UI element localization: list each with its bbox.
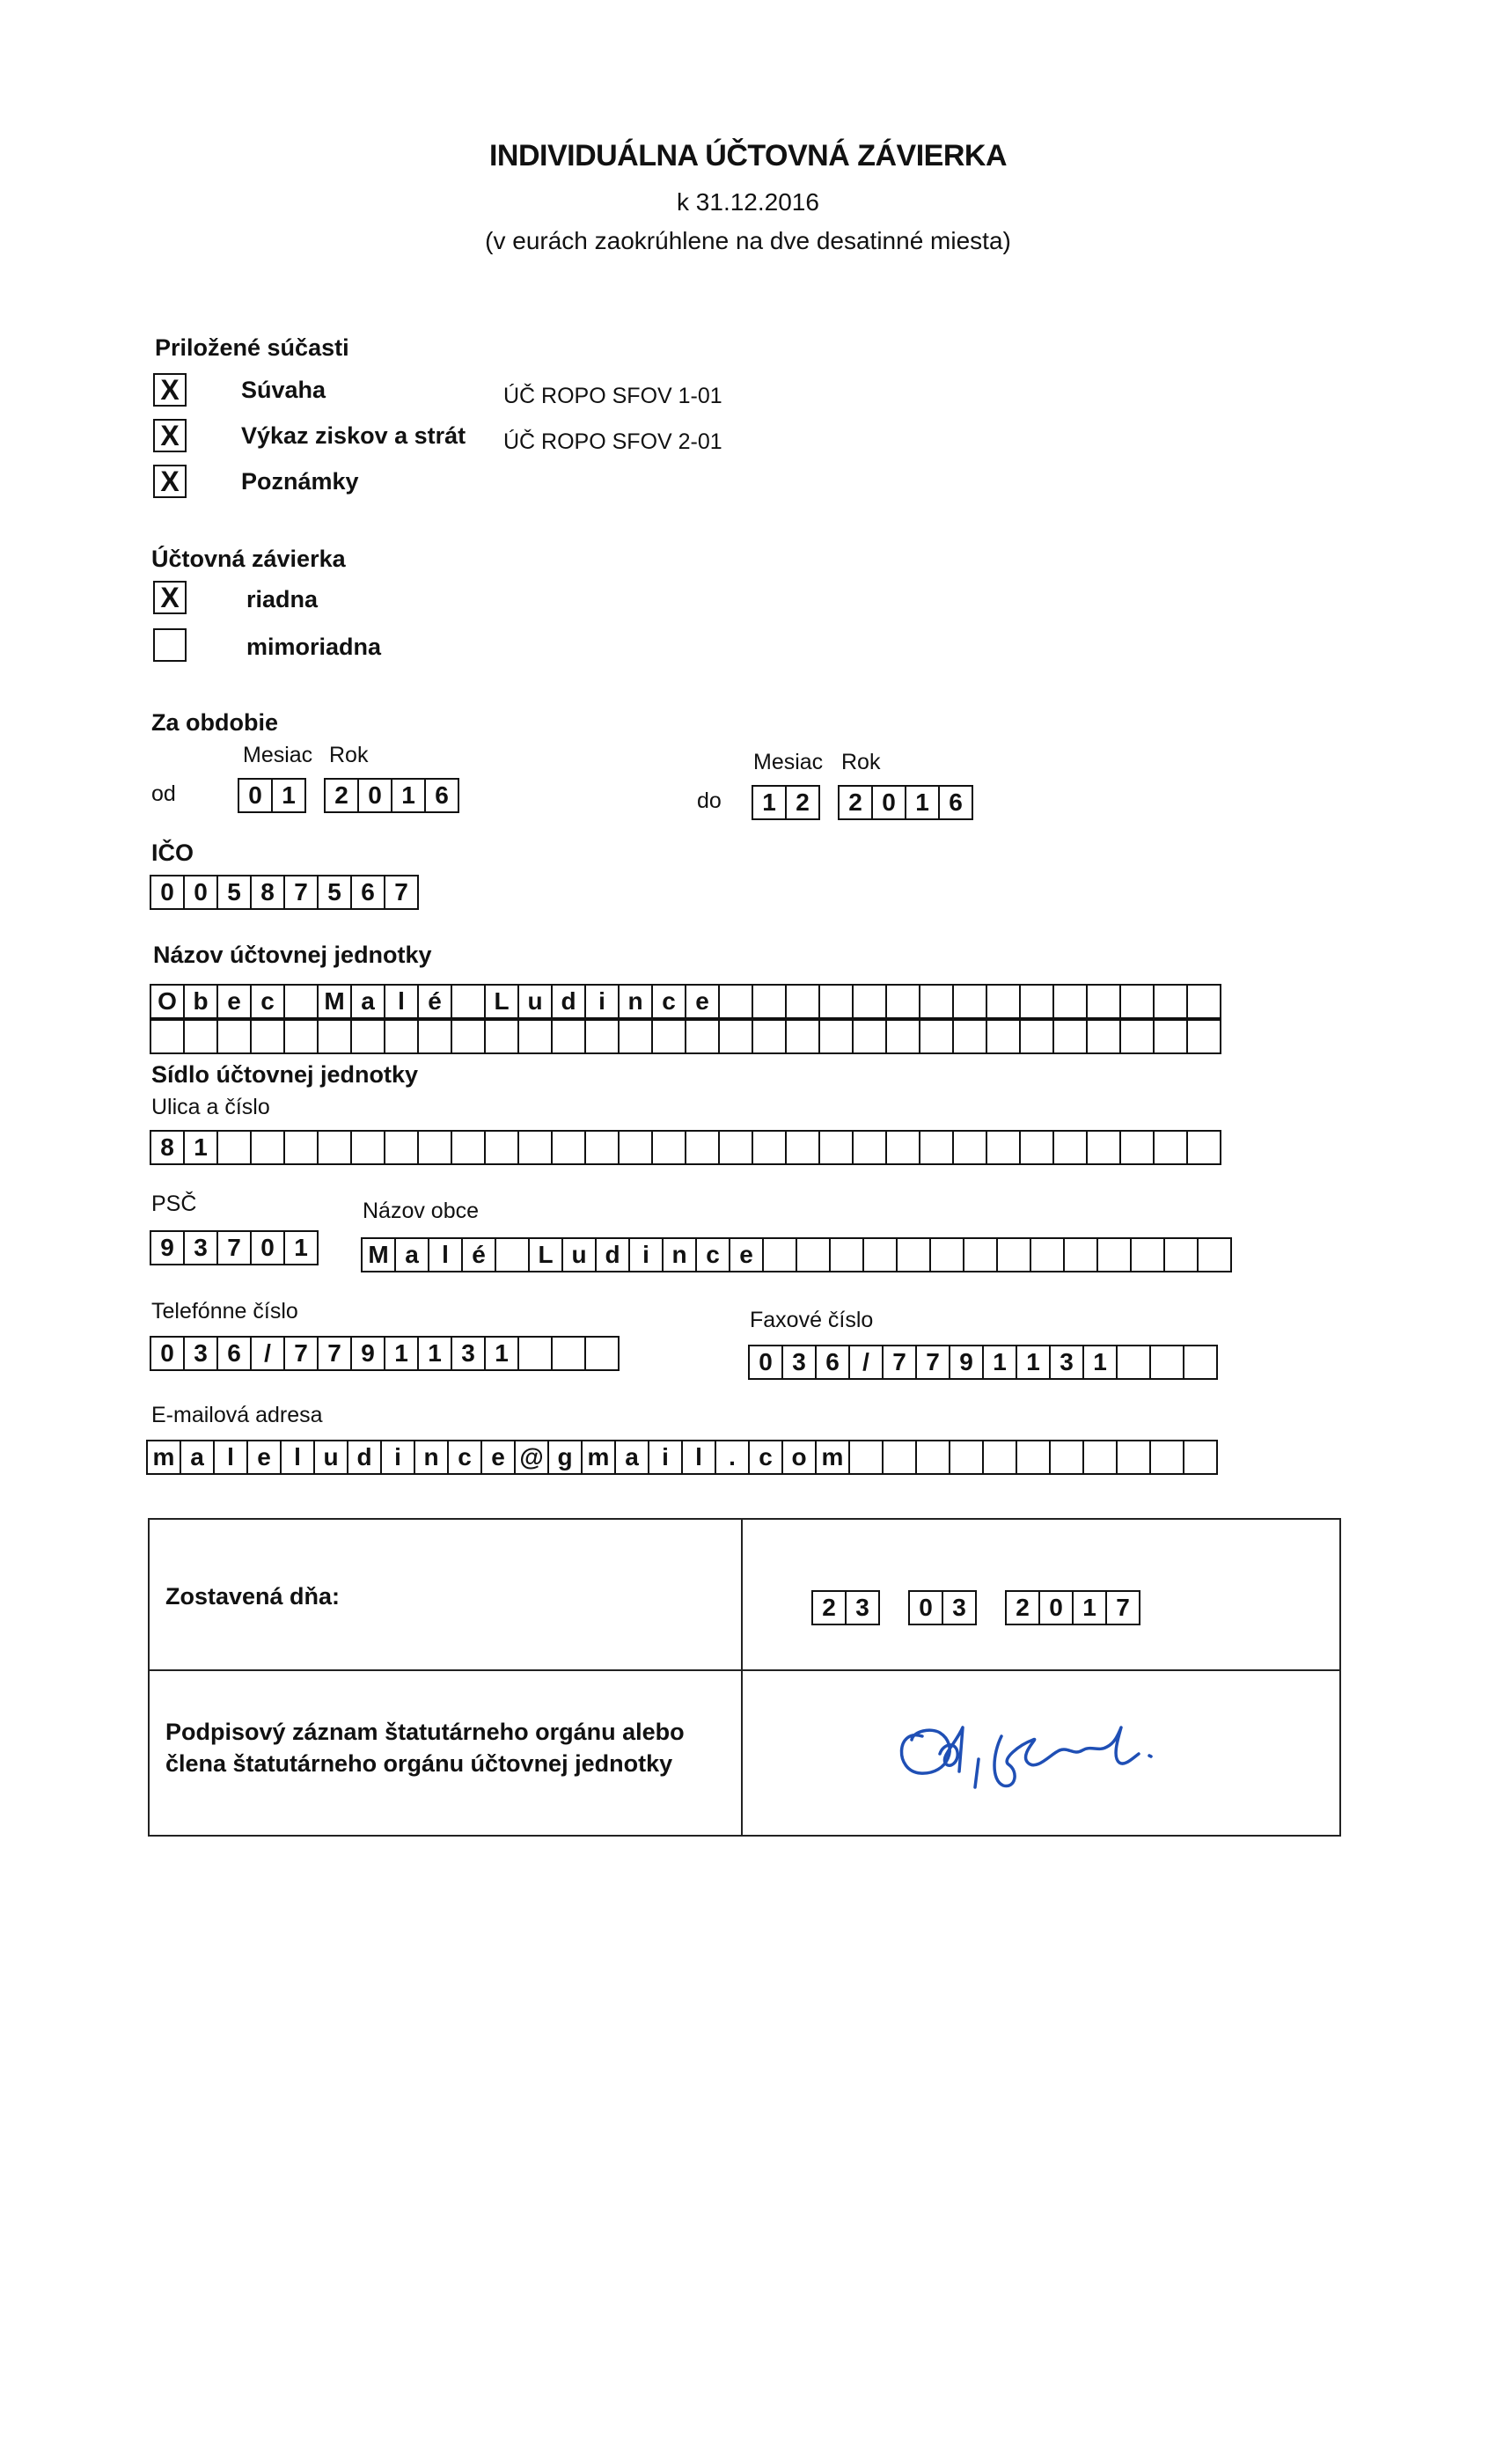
char-box[interactable]: 5 (216, 875, 252, 910)
checkbox-mimoriadna[interactable] (153, 628, 187, 662)
char-box[interactable]: c (447, 1440, 482, 1475)
char-box[interactable] (1119, 984, 1155, 1019)
char-box[interactable]: 6 (815, 1345, 850, 1380)
char-box[interactable] (852, 1130, 887, 1165)
char-box[interactable] (484, 1019, 519, 1054)
char-box[interactable] (183, 1019, 218, 1054)
from-label: od (151, 781, 176, 806)
char-box[interactable] (685, 1130, 720, 1165)
checkbox-suvaha[interactable]: X (153, 373, 187, 407)
char-box[interactable]: u (561, 1237, 597, 1272)
period-heading: Za obdobie (151, 709, 278, 736)
char-box[interactable]: 7 (384, 875, 419, 910)
char-box[interactable]: m (815, 1440, 850, 1475)
char-box[interactable] (762, 1237, 797, 1272)
char-box[interactable] (986, 1130, 1021, 1165)
char-box[interactable]: 3 (183, 1230, 218, 1265)
char-box[interactable] (1086, 1019, 1121, 1054)
char-box[interactable] (216, 1019, 252, 1054)
compiled-month-boxes[interactable] (908, 1590, 975, 1625)
char-box[interactable]: a (614, 1440, 649, 1475)
char-box[interactable] (1153, 1130, 1188, 1165)
phone-label: Telefónne číslo (151, 1299, 298, 1324)
char-box[interactable]: 8 (150, 1130, 185, 1165)
char-box[interactable] (1016, 1440, 1051, 1475)
char-box[interactable]: é (461, 1237, 496, 1272)
char-box[interactable]: 6 (424, 778, 459, 813)
checkbox-vykaz[interactable]: X (153, 419, 187, 452)
to-year-label: Rok (841, 750, 881, 774)
char-box[interactable] (484, 1130, 519, 1165)
char-box[interactable]: 1 (417, 1336, 452, 1371)
char-box[interactable]: d (551, 984, 586, 1019)
char-box[interactable] (885, 984, 920, 1019)
char-box[interactable]: i (628, 1237, 664, 1272)
char-box[interactable]: 1 (982, 1345, 1017, 1380)
char-box[interactable]: 6 (216, 1336, 252, 1371)
entity-name-line2-boxes[interactable] (150, 1019, 1220, 1054)
char-box[interactable]: 3 (183, 1336, 218, 1371)
char-box[interactable]: a (350, 984, 385, 1019)
char-box[interactable] (350, 1130, 385, 1165)
char-box[interactable]: 1 (752, 785, 787, 820)
char-box[interactable]: 0 (1038, 1590, 1074, 1625)
char-box[interactable]: 0 (183, 875, 218, 910)
char-box[interactable] (1149, 1345, 1184, 1380)
char-box[interactable] (1186, 1019, 1221, 1054)
char-box[interactable] (986, 984, 1021, 1019)
char-box[interactable]: l (384, 984, 419, 1019)
char-box[interactable] (1153, 1019, 1188, 1054)
char-box[interactable] (517, 1019, 553, 1054)
from-year-boxes[interactable] (324, 778, 458, 813)
char-box[interactable]: 1 (905, 785, 940, 820)
char-box[interactable] (384, 1019, 419, 1054)
char-box[interactable]: 1 (391, 778, 426, 813)
handwritten-signature (887, 1701, 1177, 1798)
char-box[interactable] (685, 1019, 720, 1054)
char-box[interactable] (852, 984, 887, 1019)
char-box[interactable]: e (729, 1237, 764, 1272)
town-boxes[interactable] (361, 1237, 1230, 1272)
seat-heading: Sídlo účtovnej jednotky (151, 1061, 419, 1088)
char-box[interactable]: . (715, 1440, 750, 1475)
char-box[interactable] (618, 1019, 653, 1054)
char-box[interactable] (1119, 1019, 1155, 1054)
char-box[interactable] (451, 984, 486, 1019)
char-box[interactable]: n (414, 1440, 449, 1475)
char-box[interactable]: c (695, 1237, 730, 1272)
compiled-day-boxes[interactable] (811, 1590, 878, 1625)
street-boxes[interactable] (150, 1130, 1220, 1165)
char-box[interactable] (1049, 1440, 1084, 1475)
char-box[interactable]: 7 (915, 1345, 950, 1380)
char-box[interactable] (796, 1237, 831, 1272)
char-box[interactable] (929, 1237, 964, 1272)
psc-label: PSČ (151, 1192, 197, 1216)
to-month-boxes[interactable] (752, 785, 818, 820)
char-box[interactable]: 8 (250, 875, 285, 910)
char-box[interactable] (996, 1237, 1031, 1272)
char-box[interactable]: 0 (150, 1336, 185, 1371)
char-box[interactable] (818, 1019, 854, 1054)
char-box[interactable] (651, 1019, 686, 1054)
char-box[interactable] (317, 1019, 352, 1054)
char-box[interactable] (949, 1440, 984, 1475)
char-box[interactable] (848, 1440, 884, 1475)
char-box[interactable] (1063, 1237, 1098, 1272)
char-box[interactable]: n (618, 984, 653, 1019)
char-box[interactable] (963, 1237, 998, 1272)
char-box[interactable] (1019, 1130, 1054, 1165)
char-box[interactable]: u (517, 984, 553, 1019)
char-box[interactable]: 7 (283, 875, 319, 910)
char-box[interactable]: 1 (1072, 1590, 1107, 1625)
signature-label-line2: člena štatutárneho orgánu účtovnej jednotky (165, 1750, 673, 1777)
char-box[interactable]: 2 (785, 785, 820, 820)
char-box[interactable]: b (183, 984, 218, 1019)
char-box[interactable]: i (584, 984, 620, 1019)
char-box[interactable]: M (317, 984, 352, 1019)
char-box[interactable]: 0 (871, 785, 906, 820)
char-box[interactable] (718, 1130, 753, 1165)
date-line: k 31.12.2016 (677, 188, 819, 216)
char-box[interactable] (919, 1019, 954, 1054)
char-box[interactable] (1149, 1440, 1184, 1475)
table-divider-vertical (741, 1520, 743, 1835)
char-box[interactable]: 7 (1105, 1590, 1140, 1625)
char-box[interactable] (1153, 984, 1188, 1019)
char-box[interactable] (952, 1130, 987, 1165)
char-box[interactable]: c (250, 984, 285, 1019)
char-box[interactable] (1086, 1130, 1121, 1165)
char-box[interactable]: @ (514, 1440, 549, 1475)
char-box[interactable] (417, 1130, 452, 1165)
char-box[interactable]: e (480, 1440, 516, 1475)
char-box[interactable]: 1 (183, 1130, 218, 1165)
from-month-label: Mesiac (243, 743, 313, 767)
char-box[interactable]: e (216, 984, 252, 1019)
char-box[interactable] (986, 1019, 1021, 1054)
char-box[interactable]: 9 (150, 1230, 185, 1265)
signature-label-line1: Podpisový záznam štatutárneho orgánu alebo (165, 1719, 685, 1745)
char-box[interactable] (517, 1336, 553, 1371)
currency-note: (v eurách zaokrúhlene na dve desatinné miesta) (485, 227, 1011, 254)
char-box[interactable] (818, 984, 854, 1019)
phone-boxes[interactable] (150, 1336, 618, 1371)
char-box[interactable]: c (748, 1440, 783, 1475)
char-box[interactable] (752, 1019, 787, 1054)
char-box[interactable] (1197, 1237, 1232, 1272)
checkbox-poznamky[interactable]: X (153, 465, 187, 498)
char-box[interactable] (584, 1336, 620, 1371)
char-box[interactable] (317, 1130, 352, 1165)
char-box[interactable] (417, 1019, 452, 1054)
char-box[interactable] (885, 1130, 920, 1165)
char-box[interactable]: u (313, 1440, 348, 1475)
char-box[interactable] (384, 1130, 419, 1165)
char-box[interactable] (1082, 1440, 1118, 1475)
char-box[interactable]: 3 (781, 1345, 817, 1380)
char-box[interactable] (551, 1019, 586, 1054)
char-box[interactable]: 7 (283, 1336, 319, 1371)
char-box[interactable]: d (595, 1237, 630, 1272)
char-box[interactable] (885, 1019, 920, 1054)
char-box[interactable]: L (528, 1237, 563, 1272)
char-box[interactable]: 6 (350, 875, 385, 910)
char-box[interactable] (1096, 1237, 1132, 1272)
char-box[interactable] (1163, 1237, 1199, 1272)
char-box[interactable]: i (648, 1440, 683, 1475)
psc-boxes[interactable] (150, 1230, 317, 1265)
table-divider-horizontal (150, 1669, 1339, 1671)
char-box[interactable] (618, 1130, 653, 1165)
char-box[interactable]: 1 (384, 1336, 419, 1371)
char-box[interactable] (283, 984, 319, 1019)
char-box[interactable]: l (428, 1237, 463, 1272)
char-box[interactable]: 3 (942, 1590, 977, 1625)
char-box[interactable]: c (651, 984, 686, 1019)
char-box[interactable] (216, 1130, 252, 1165)
fax-label: Faxové číslo (750, 1308, 874, 1332)
statement-type-riadna: riadna (246, 586, 319, 612)
char-box[interactable] (150, 1019, 185, 1054)
char-box[interactable] (785, 1019, 820, 1054)
from-month-boxes[interactable] (238, 778, 304, 813)
char-box[interactable]: 3 (1049, 1345, 1084, 1380)
char-box[interactable] (451, 1130, 486, 1165)
char-box[interactable]: o (781, 1440, 817, 1475)
char-box[interactable]: 3 (845, 1590, 880, 1625)
entity-name-line1-boxes[interactable] (150, 984, 1220, 1019)
char-box[interactable]: g (547, 1440, 583, 1475)
char-box[interactable] (283, 1019, 319, 1054)
compiled-label: Zostavená dňa: (165, 1583, 341, 1610)
char-box[interactable]: 1 (271, 778, 306, 813)
char-box[interactable] (718, 984, 753, 1019)
char-box[interactable]: / (848, 1345, 884, 1380)
char-box[interactable]: m (581, 1440, 616, 1475)
char-box[interactable]: l (280, 1440, 315, 1475)
to-month-label: Mesiac (753, 750, 824, 774)
char-box[interactable]: 7 (216, 1230, 252, 1265)
char-box[interactable] (1183, 1440, 1218, 1475)
char-box[interactable] (882, 1440, 917, 1475)
attachment-label-poznamky: Poznámky (241, 468, 359, 495)
char-box[interactable] (651, 1130, 686, 1165)
char-box[interactable]: O (150, 984, 185, 1019)
char-box[interactable]: 0 (748, 1345, 783, 1380)
char-box[interactable]: 2 (838, 785, 873, 820)
signature-table (148, 1518, 1341, 1837)
char-box[interactable]: 9 (949, 1345, 984, 1380)
char-box[interactable] (919, 984, 954, 1019)
fax-boxes[interactable] (748, 1345, 1216, 1380)
char-box[interactable]: e (246, 1440, 282, 1475)
char-box[interactable]: 3 (451, 1336, 486, 1371)
char-box[interactable]: 9 (350, 1336, 385, 1371)
char-box[interactable] (1052, 984, 1088, 1019)
char-box[interactable] (250, 1130, 285, 1165)
attachment-code-vykaz: ÚČ ROPO SFOV 2-01 (503, 429, 722, 454)
char-box[interactable] (1116, 1345, 1151, 1380)
char-box[interactable] (451, 1019, 486, 1054)
char-box[interactable] (283, 1130, 319, 1165)
char-box[interactable]: 1 (1082, 1345, 1118, 1380)
to-year-boxes[interactable] (838, 785, 972, 820)
char-box[interactable] (1019, 984, 1054, 1019)
char-box[interactable]: L (484, 984, 519, 1019)
char-box[interactable] (919, 1130, 954, 1165)
char-box[interactable] (785, 1130, 820, 1165)
char-box[interactable] (752, 1130, 787, 1165)
char-box[interactable]: M (361, 1237, 396, 1272)
char-box[interactable]: 1 (283, 1230, 319, 1265)
char-box[interactable] (1119, 1130, 1155, 1165)
char-box[interactable] (1183, 1345, 1218, 1380)
char-box[interactable]: 0 (250, 1230, 285, 1265)
char-box[interactable] (1019, 1019, 1054, 1054)
email-label: E-mailová adresa (151, 1403, 323, 1427)
char-box[interactable]: 7 (317, 1336, 352, 1371)
char-box[interactable]: 0 (150, 875, 185, 910)
char-box[interactable]: é (417, 984, 452, 1019)
char-box[interactable] (896, 1237, 931, 1272)
ico-label: IČO (151, 840, 194, 866)
char-box[interactable]: a (394, 1237, 429, 1272)
statement-type-heading: Účtovná závierka (151, 546, 346, 572)
char-box[interactable] (584, 1130, 620, 1165)
char-box[interactable] (1052, 1019, 1088, 1054)
char-box[interactable] (785, 984, 820, 1019)
char-box[interactable] (982, 1440, 1017, 1475)
char-box[interactable] (1186, 984, 1221, 1019)
attachments-heading: Priložené súčasti (155, 334, 349, 361)
char-box[interactable]: 6 (938, 785, 973, 820)
document-title: INDIVIDUÁLNA ÚČTOVNÁ ZÁVIERKA (488, 139, 1008, 172)
char-box[interactable]: m (146, 1440, 181, 1475)
char-box[interactable]: 2 (811, 1590, 847, 1625)
char-box[interactable] (551, 1130, 586, 1165)
char-box[interactable]: l (213, 1440, 248, 1475)
char-box[interactable]: 0 (357, 778, 392, 813)
char-box[interactable] (1130, 1237, 1165, 1272)
char-box[interactable] (829, 1237, 864, 1272)
char-box[interactable]: n (662, 1237, 697, 1272)
char-box[interactable]: 0 (908, 1590, 943, 1625)
attachment-code-suvaha: ÚČ ROPO SFOV 1-01 (503, 384, 722, 408)
char-box[interactable]: 2 (1005, 1590, 1040, 1625)
char-box[interactable] (551, 1336, 586, 1371)
statement-type-mimoriadna: mimoriadna (246, 634, 382, 660)
char-box[interactable] (862, 1237, 898, 1272)
char-box[interactable]: 2 (324, 778, 359, 813)
char-box[interactable] (1186, 1130, 1221, 1165)
entity-name-label: Názov účtovnej jednotky (153, 942, 432, 968)
char-box[interactable]: i (380, 1440, 415, 1475)
attachment-label-suvaha: Súvaha (241, 377, 326, 403)
char-box[interactable] (818, 1130, 854, 1165)
char-box[interactable] (1052, 1130, 1088, 1165)
ico-boxes[interactable] (150, 875, 417, 910)
char-box[interactable]: 7 (882, 1345, 917, 1380)
char-box[interactable] (952, 1019, 987, 1054)
checkbox-riadna[interactable]: X (153, 581, 187, 614)
char-box[interactable] (584, 1019, 620, 1054)
char-box[interactable] (915, 1440, 950, 1475)
char-box[interactable]: e (685, 984, 720, 1019)
char-box[interactable] (952, 984, 987, 1019)
char-box[interactable]: 5 (317, 875, 352, 910)
char-box[interactable]: 0 (238, 778, 273, 813)
char-box[interactable] (517, 1130, 553, 1165)
char-box[interactable]: a (180, 1440, 215, 1475)
to-label: do (697, 788, 722, 813)
char-box[interactable]: d (347, 1440, 382, 1475)
char-box[interactable]: 1 (484, 1336, 519, 1371)
compiled-year-boxes[interactable] (1005, 1590, 1139, 1625)
town-label: Názov obce (363, 1199, 480, 1223)
char-box[interactable]: 1 (1016, 1345, 1051, 1380)
street-label: Ulica a číslo (151, 1095, 270, 1119)
char-box[interactable] (752, 984, 787, 1019)
char-box[interactable] (1116, 1440, 1151, 1475)
char-box[interactable] (718, 1019, 753, 1054)
char-box[interactable] (250, 1019, 285, 1054)
char-box[interactable]: / (250, 1336, 285, 1371)
attachment-label-vykaz: Výkaz ziskov a strát (241, 422, 466, 449)
from-year-label: Rok (329, 743, 369, 767)
char-box[interactable]: l (681, 1440, 716, 1475)
email-boxes[interactable] (146, 1440, 1216, 1475)
char-box[interactable] (852, 1019, 887, 1054)
char-box[interactable] (1086, 984, 1121, 1019)
char-box[interactable] (350, 1019, 385, 1054)
char-box[interactable] (495, 1237, 530, 1272)
char-box[interactable] (1030, 1237, 1065, 1272)
